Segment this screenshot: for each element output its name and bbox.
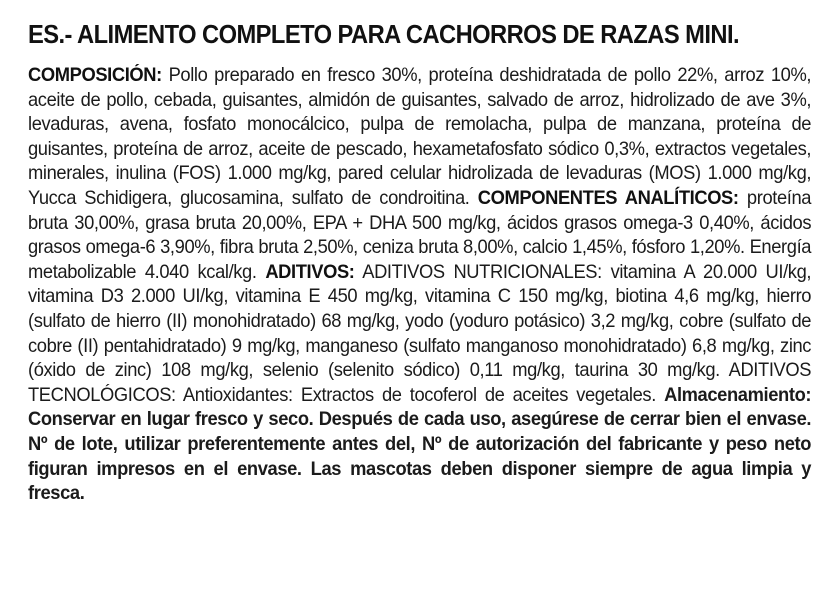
- analytical-heading: COMPONENTES ANALÍTICOS:: [477, 187, 739, 209]
- product-title: ES.- ALIMENTO COMPLETO PARA CACHORROS DE RAZAS MINI.: [28, 21, 740, 49]
- storage-text: Almacenamiento: Conservar en lugar fresco y seco. Después de cada uso, asegúrese de cerrar bien el envase. Nº de lote, utilizar preferentemente antes del, Nº de autorización del fabricante y peso neto figuran impresos en el envase. Las mascotas deben disponer siempre de agua limpia y fresca.: [28, 384, 812, 505]
- additives-heading: ADITIVOS:: [265, 261, 355, 283]
- composition-text: Pollo preparado en fresco 30%, proteína deshidratada de pollo 22%, arroz 10%, aceite de pollo, cebada, guisantes, almidón de guisantes, salvado de arroz, hidrolizado de ave 3%, levaduras, avena, fosfato monocálcico, pulpa de remolacha, pulpa de manzana, proteína de guisantes, proteína de arroz, aceite de pescado, hexametafosfato sódico 0,3%, extractos vegetales, minerales, inulina (FOS) 1.000 mg/kg, pared celular hidrolizada de levaduras (MOS) 1.000 mg/kg, Yucca Schidigera, glucosamina, sulfato de condroitina.: [28, 65, 812, 209]
- additives-text: ADITIVOS NUTRICIONALES: vitamina A 20.000 UI/kg, vitamina D3 2.000 UI/kg, vitamina E 450 mg/kg, vitamina C 150 mg/kg, biotina 4,6 mg/kg, hierro (sulfato de hierro (II) monohidratado) 68 mg/kg, yodo (yoduro potásico) 3,2 mg/kg, cobre (sulfato de cobre (II) pentahidratado) 9 mg/kg, manganeso (sulfato manganoso monohidratado) 6,8 mg/kg, zinc (óxido de zinc) 108 mg/kg, selenio (selenito sódico) 0,11 mg/kg, taurina 30 mg/kg. ADITIVOS TECNOLÓGICOS: Antioxidantes: Extractos de tocoferol de aceites vegetales.: [28, 261, 812, 406]
- analytical-text: proteína bruta 30,00%, grasa bruta 20,00%, EPA + DHA 500 mg/kg, ácidos grasos omega-3 0,40%, ácidos grasos omega-6 3,90%, fibra bruta 2,50%, ceniza bruta 8,00%, calcio 1,45%, fósforo 1,20%. Energía metabolizable 4.040 kcal/kg.: [28, 187, 812, 283]
- ingredients-text: [28, 64, 811, 507]
- composition-heading: COMPOSICIÓN:: [28, 65, 162, 86]
